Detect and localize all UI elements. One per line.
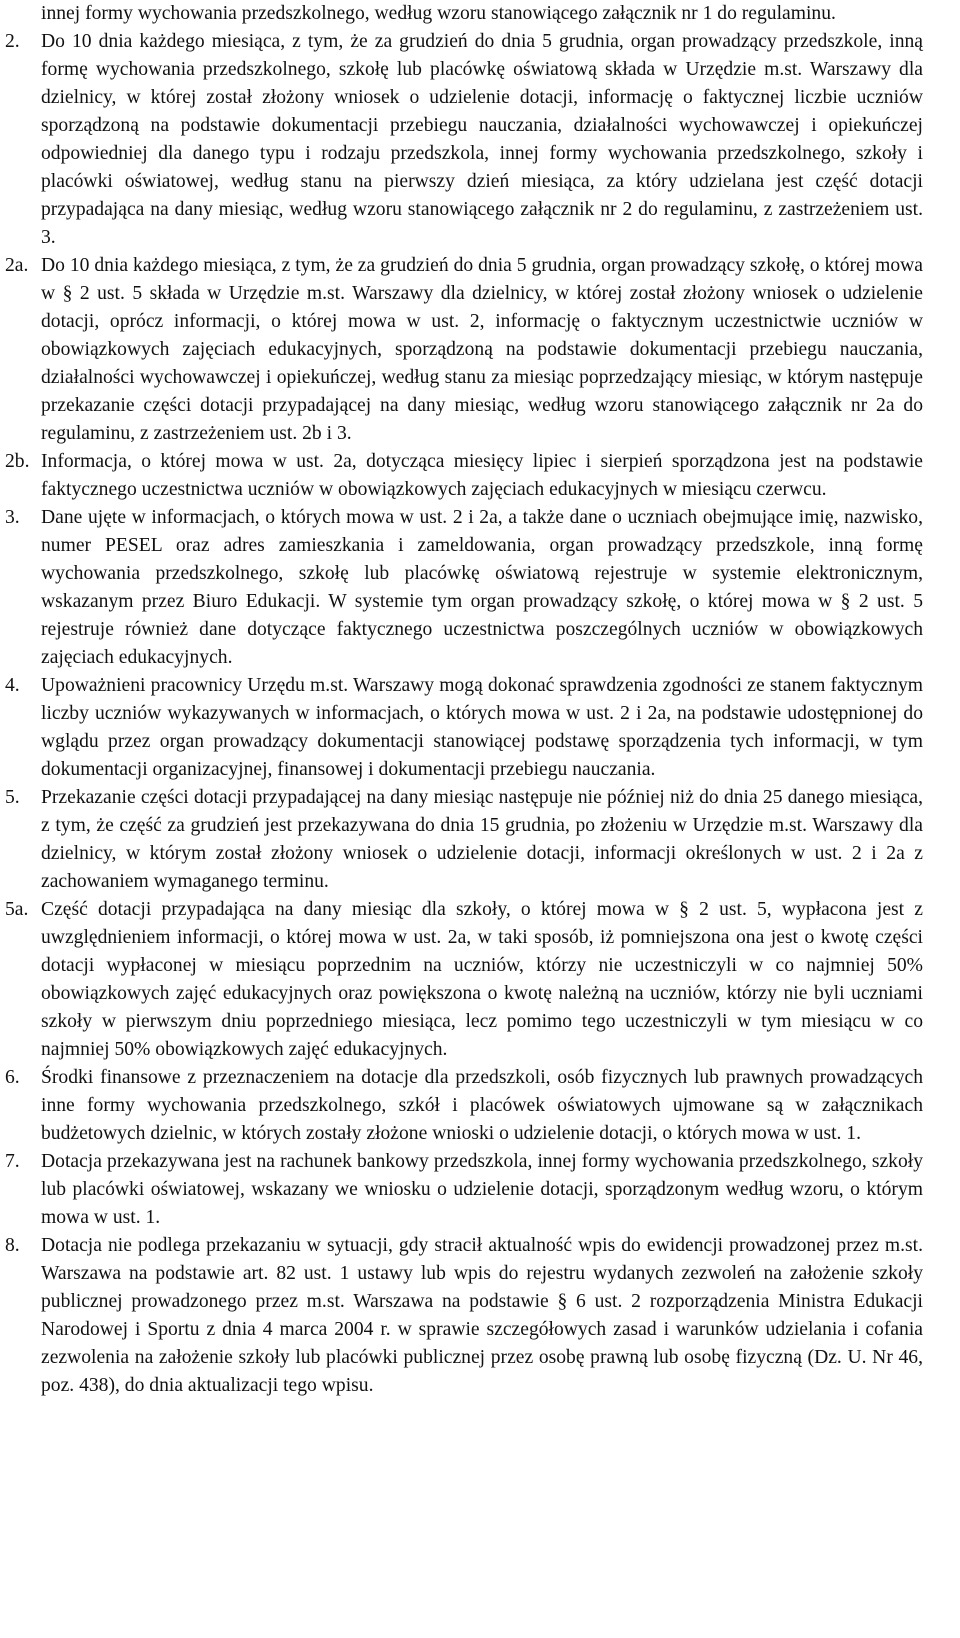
regulation-text xyxy=(5,0,923,1400)
paragraph-text: Część dotacji przypadająca na dany miesiąc dla szkoły, o której mowa w § 2 ust. 5, wypłacona jest z uwzględnieniem informacji, o której mowa w ust. 2a, w taki sposób, iż pomniejszona ona jest o kwotę części dotacji wypłaconej w miesiącu poprzednim na uczniów, którzy nie uczestniczyli w co najmniej 50% obowiązkowych zajęć edukacyjnych oraz powiększona o kwotę należną na uczniów, którzy nie byli uczniami szkoły w pierwszym dniu poprzedniego miesiąca, lecz pomimo tego uczestniczyli w tym miesiącu w co najmniej 50% obowiązkowych zajęć edukacyjnych. xyxy=(41,899,923,1060)
paragraph-number: 3. xyxy=(5,507,20,528)
paragraph-text: Przekazanie części dotacji przypadającej na dany miesiąc następuje nie później niż do dnia 25 danego miesiąca, z tym, że część za grudzień jest przekazywana do dnia 15 grudnia, po złożeniu w Urzędzie m.st. Warszawy dla dzielnicy, w którym został złożony wniosek o udzielenie dotacji, informacji określonych w ust. 2 i 2a z zachowaniem wymaganego terminu. xyxy=(41,787,923,892)
paragraph-text: Dane ujęte w informacjach, o których mowa w ust. 2 i 2a, a także dane o uczniach obejmujące imię, nazwisko, numer PESEL oraz adres zamieszkania i zameldowania, organ prowadzący przedszkole, inną formę wychowania przedszkolnego, szkołę lub placówkę oświatową rejestruje w systemie elektronicznym, wskazanym przez Biuro Edukacji. W systemie tym organ prowadzący szkołę, o której mowa w § 2 ust. 5 rejestruje również dane dotyczące faktycznego uczestnictwa poszczególnych uczniów w obowiązkowych zajęciach edukacyjnych. xyxy=(41,507,923,668)
paragraph-continuation xyxy=(5,0,923,28)
paragraph-3 xyxy=(5,504,923,672)
paragraph-number: 8. xyxy=(5,1235,20,1256)
paragraph-number: 5. xyxy=(5,787,20,808)
paragraph-2a xyxy=(5,252,923,448)
paragraph-number: 2b. xyxy=(5,451,30,472)
paragraph-number: 4. xyxy=(5,675,20,696)
paragraph-text: Informacja, o której mowa w ust. 2a, dotycząca miesięcy lipiec i sierpień sporządzona jest na podstawie faktycznego uczestnictwa uczniów w obowiązkowych zajęciach edukacyjnych w miesiącu czerwcu. xyxy=(41,451,923,500)
paragraph-8 xyxy=(5,1232,923,1400)
paragraph-2 xyxy=(5,28,923,252)
paragraph-text: Środki finansowe z przeznaczeniem na dotacje dla przedszkoli, osób fizycznych lub prawnych prowadzących inne formy wychowania przedszkolnego, szkół i placówek oświatowych ujmowane są w załącznikach budżetowych dzielnic, w których zostały złożone wnioski o udzielenie dotacji, o których mowa w ust. 1. xyxy=(41,1067,923,1144)
paragraph-text: innej formy wychowania przedszkolnego, według wzoru stanowiącego załącznik nr 1 do regulaminu. xyxy=(41,3,836,24)
paragraph-number: 7. xyxy=(5,1151,20,1172)
paragraph-5a xyxy=(5,896,923,1064)
paragraph-text: Dotacja przekazywana jest na rachunek bankowy przedszkola, innej formy wychowania przedszkolnego, szkoły lub placówki oświatowej, wskazany we wniosku o udzielenie dotacji, sporządzonym według wzoru, o którym mowa w ust. 1. xyxy=(41,1151,923,1228)
paragraph-number: 2. xyxy=(5,31,20,52)
paragraph-6 xyxy=(5,1064,923,1148)
paragraph-text: Do 10 dnia każdego miesiąca, z tym, że za grudzień do dnia 5 grudnia, organ prowadzący przedszkole, inną formę wychowania przedszkolnego, szkołę lub placówkę oświatową składa w Urzędzie m.st. Warszawy dla dzielnicy, w której został złożony wniosek o udzielenie dotacji, informację o faktycznej liczbie uczniów sporządzoną na podstawie dokumentacji przebiegu nauczania, działalności wychowawczej i opiekuńczej odpowiedniej dla danego typu i rodzaju przedszkola, innej formy wychowania przedszkolnego, szkoły i placówki oświatowej, według stanu na pierwszy dzień miesiąca, za który udzielana jest część dotacji przypadająca na dany miesiąc, według wzoru stanowiącego załącznik nr 2 do regulaminu, z zastrzeżeniem ust. 3. xyxy=(41,31,923,248)
paragraph-7 xyxy=(5,1148,923,1232)
paragraph-number: 2a. xyxy=(5,255,29,276)
paragraph-5 xyxy=(5,784,923,896)
paragraph-text: Do 10 dnia każdego miesiąca, z tym, że za grudzień do dnia 5 grudnia, organ prowadzący szkołę, o której mowa w § 2 ust. 5 składa w Urzędzie m.st. Warszawy dla dzielnicy, w której został złożony wniosek o udzielenie dotacji, oprócz informacji, o której mowa w ust. 2, informację o faktycznym uczestnictwie uczniów w obowiązkowych zajęciach edukacyjnych, sporządzoną na podstawie dokumentacji przebiegu nauczania, działalności wychowawczej i opiekuńczej, według stanu za miesiąc poprzedzający miesiąc, w którym następuje przekazanie części dotacji przypadającej na dany miesiąc, według wzoru stanowiącego załącznik nr 2a do regulaminu, z zastrzeżeniem ust. 2b i 3. xyxy=(41,255,923,444)
paragraph-4 xyxy=(5,672,923,784)
paragraph-number: 5a. xyxy=(5,899,29,920)
paragraph-text: Upoważnieni pracownicy Urzędu m.st. Warszawy mogą dokonać sprawdzenia zgodności ze stanem faktycznym liczby uczniów wykazywanych w informacjach, o których mowa w ust. 2 i 2a, na podstawie udostępnionej do wglądu przez organ prowadzący dokumentacji stanowiącej podstawę sporządzenia tych informacji, w tym dokumentacji organizacyjnej, finansowej i dokumentacji przebiegu nauczania. xyxy=(41,675,923,780)
paragraph-2b xyxy=(5,448,923,504)
paragraph-text: Dotacja nie podlega przekazaniu w sytuacji, gdy stracił aktualność wpis do ewidencji prowadzonej przez m.st. Warszawa na podstawie art. 82 ust. 1 ustawy lub wpis do rejestru wydanych zezwoleń na założenie szkoły publicznej prowadzonego przez m.st. Warszawa na podstawie § 6 ust. 2 rozporządzenia Ministra Edukacji Narodowej i Sportu z dnia 4 marca 2004 r. w sprawie szczegółowych zasad i warunków udzielania i cofania zezwolenia na założenie szkoły lub placówki publicznej przez osobę prawną lub osobę fizyczną (Dz. U. Nr 46, poz. 438), do dnia aktualizacji tego wpisu. xyxy=(41,1235,923,1396)
paragraph-number: 6. xyxy=(5,1067,20,1088)
